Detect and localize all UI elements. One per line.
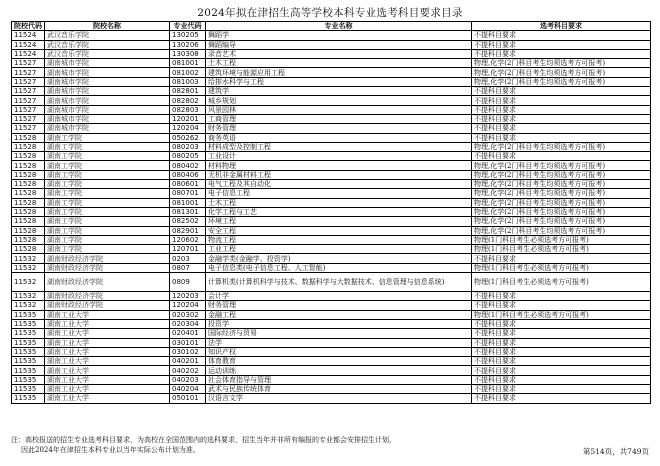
cell-major-name: 工业设计 <box>206 152 472 161</box>
cell-school-code: 11535 <box>12 375 45 384</box>
cell-major-code: 080205 <box>170 152 206 161</box>
cell-major-code: 0203 <box>170 254 206 263</box>
header-major-code: 专业代码 <box>170 22 206 31</box>
cell-school-code: 11528 <box>12 217 45 226</box>
table-row <box>12 292 651 301</box>
cell-major-code: 020302 <box>170 310 206 319</box>
table-body <box>12 31 651 403</box>
cell-requirement: 不提科目要求 <box>472 366 651 375</box>
cell-major-name: 体育教育 <box>206 357 472 366</box>
cell-major-name: 金融学类(金融学、投资学) <box>206 254 472 263</box>
cell-requirement: 物理,化学(2门科目考生均须选考方可报考) <box>472 68 651 77</box>
cell-school-code: 11535 <box>12 394 45 403</box>
cell-major-name: 风景园林 <box>206 105 472 114</box>
cell-requirement: 物理(1门科目考生必须选考方可报考) <box>472 310 651 319</box>
table-row <box>12 235 651 244</box>
cell-school-name: 湖南工学院 <box>45 133 170 142</box>
cell-school-code: 11535 <box>12 310 45 319</box>
cell-school-code: 11528 <box>12 133 45 142</box>
cell-major-name: 计算机类(计算机科学与技术、数据科学与大数据技术、信息管理与信息系统) <box>206 273 472 292</box>
cell-requirement: 不提科目要求 <box>472 96 651 105</box>
cell-school-name: 湖南财政经济学院 <box>45 254 170 263</box>
cell-major-code: 080203 <box>170 142 206 151</box>
cell-requirement: 物理(1门科目考生必须选考方可报考) <box>472 273 651 292</box>
cell-school-name: 湖南财政经济学院 <box>45 273 170 292</box>
cell-school-name: 湖南工业大学 <box>45 384 170 393</box>
cell-major-code: 040204 <box>170 384 206 393</box>
table-row <box>12 319 651 328</box>
cell-school-code: 11528 <box>12 198 45 207</box>
cell-major-code: 130308 <box>170 49 206 58</box>
cell-school-name: 湖南城市学院 <box>45 124 170 133</box>
cell-school-code: 11535 <box>12 384 45 393</box>
table-row <box>12 357 651 366</box>
cell-school-code: 11524 <box>12 31 45 40</box>
table-row <box>12 338 651 347</box>
cell-school-code: 11527 <box>12 105 45 114</box>
cell-major-code: 0809 <box>170 273 206 292</box>
cell-school-code: 11535 <box>12 338 45 347</box>
table-row <box>12 161 651 170</box>
cell-requirement: 物理,化学(2门科目考生均须选考方可报考) <box>472 198 651 207</box>
cell-school-name: 湖南工学院 <box>45 142 170 151</box>
cell-major-code: 120204 <box>170 124 206 133</box>
cell-school-name: 湖南工业大学 <box>45 366 170 375</box>
table-row <box>12 384 651 393</box>
table-row <box>12 366 651 375</box>
cell-major-name: 电子信息工程 <box>206 189 472 198</box>
cell-major-name: 电气工程及其自动化 <box>206 180 472 189</box>
table-row <box>12 133 651 142</box>
cell-major-code: 130205 <box>170 31 206 40</box>
cell-major-code: 120602 <box>170 235 206 244</box>
cell-school-name: 湖南城市学院 <box>45 114 170 123</box>
cell-requirement: 不提科目要求 <box>472 124 651 133</box>
cell-requirement: 物理(1门科目考生必须选考方可报考) <box>472 263 651 272</box>
cell-major-name: 财务管理 <box>206 124 472 133</box>
table-row <box>12 329 651 338</box>
cell-school-code: 11528 <box>12 161 45 170</box>
cell-major-code: 080701 <box>170 189 206 198</box>
cell-school-code: 11527 <box>12 87 45 96</box>
cell-major-code: 080402 <box>170 161 206 170</box>
cell-requirement: 物理,化学(2门科目考生均须选考方可报考) <box>472 77 651 86</box>
cell-requirement: 不提科目要求 <box>472 40 651 49</box>
table-header-row <box>12 22 651 31</box>
cell-school-name: 湖南工业大学 <box>45 347 170 356</box>
cell-requirement: 不提科目要求 <box>472 338 651 347</box>
cell-school-code: 11528 <box>12 226 45 235</box>
cell-major-name: 材料物理 <box>206 161 472 170</box>
cell-major-name: 录音艺术 <box>206 49 472 58</box>
cell-major-name: 运动训练 <box>206 366 472 375</box>
cell-school-name: 湖南工学院 <box>45 226 170 235</box>
cell-major-name: 给排水科学与工程 <box>206 77 472 86</box>
cell-major-name: 工业工程 <box>206 245 472 254</box>
cell-school-name: 湖南工学院 <box>45 189 170 198</box>
cell-major-name: 舞蹈编导 <box>206 40 472 49</box>
cell-school-name: 湖南工学院 <box>45 207 170 216</box>
table-row <box>12 142 651 151</box>
cell-school-code: 11535 <box>12 357 45 366</box>
table-row <box>12 170 651 179</box>
table-row <box>12 59 651 68</box>
table-row <box>12 207 651 216</box>
cell-major-name: 舞蹈学 <box>206 31 472 40</box>
cell-major-name: 环境工程 <box>206 217 472 226</box>
cell-requirement: 不提科目要求 <box>472 347 651 356</box>
cell-major-code: 130206 <box>170 40 206 49</box>
table-row <box>12 68 651 77</box>
cell-school-name: 湖南工学院 <box>45 245 170 254</box>
footnote-line-2: 因此2024年在津招生本科专业以当年实际公布计划为准。 <box>21 446 200 454</box>
cell-school-code: 11528 <box>12 180 45 189</box>
cell-major-code: 120201 <box>170 114 206 123</box>
cell-school-name: 湖南工业大学 <box>45 357 170 366</box>
cell-major-name: 汉语言文学 <box>206 394 472 403</box>
table-row <box>12 263 651 272</box>
cell-major-name: 法学 <box>206 338 472 347</box>
cell-major-code: 020401 <box>170 329 206 338</box>
table-row <box>12 152 651 161</box>
table-row <box>12 217 651 226</box>
cell-major-code: 020304 <box>170 319 206 328</box>
cell-school-name: 湖南城市学院 <box>45 68 170 77</box>
cell-requirement: 物理(1门科目考生必须选考方可报考) <box>472 235 651 244</box>
cell-school-name: 湖南工学院 <box>45 161 170 170</box>
cell-school-name: 湖南工业大学 <box>45 310 170 319</box>
table-row <box>12 77 651 86</box>
cell-major-code: 081001 <box>170 198 206 207</box>
cell-major-name: 化学工程与工艺 <box>206 207 472 216</box>
cell-major-name: 知识产权 <box>206 347 472 356</box>
header-school-code: 院校代码 <box>12 22 45 31</box>
table-row <box>12 254 651 263</box>
table-row <box>12 273 651 292</box>
cell-school-code: 11535 <box>12 366 45 375</box>
cell-school-name: 湖南工学院 <box>45 235 170 244</box>
cell-school-name: 武汉音乐学院 <box>45 31 170 40</box>
table-row <box>12 394 651 403</box>
cell-major-name: 材料成型及控制工程 <box>206 142 472 151</box>
cell-school-code: 11528 <box>12 170 45 179</box>
cell-major-name: 财务管理 <box>206 301 472 310</box>
cell-major-code: 081001 <box>170 59 206 68</box>
cell-school-code: 11535 <box>12 319 45 328</box>
cell-major-name: 会计学 <box>206 292 472 301</box>
cell-major-code: 082901 <box>170 226 206 235</box>
cell-school-code: 11527 <box>12 59 45 68</box>
cell-requirement: 不提科目要求 <box>472 292 651 301</box>
cell-school-name: 湖南财政经济学院 <box>45 292 170 301</box>
cell-requirement: 物理,化学(2门科目考生均须选考方可报考) <box>472 161 651 170</box>
cell-school-name: 湖南工学院 <box>45 217 170 226</box>
cell-requirement: 物理(1门科目考生必须选考方可报考) <box>472 245 651 254</box>
cell-requirement: 物理,化学(2门科目考生均须选考方可报考) <box>472 217 651 226</box>
cell-major-name: 土木工程 <box>206 198 472 207</box>
cell-school-name: 湖南工学院 <box>45 170 170 179</box>
page-number: 第514页，共749页 <box>582 447 649 456</box>
table-row <box>12 226 651 235</box>
cell-requirement: 物理,化学(2门科目考生均须选考方可报考) <box>472 207 651 216</box>
table-row <box>12 198 651 207</box>
cell-school-name: 湖南工业大学 <box>45 319 170 328</box>
cell-requirement: 物理,化学(2门科目考生均须选考方可报考) <box>472 226 651 235</box>
cell-major-name: 武术与民族传统体育 <box>206 384 472 393</box>
cell-major-code: 040203 <box>170 375 206 384</box>
cell-requirement: 不提科目要求 <box>472 133 651 142</box>
cell-school-code: 11532 <box>12 254 45 263</box>
cell-school-name: 湖南城市学院 <box>45 77 170 86</box>
cell-major-code: 120204 <box>170 301 206 310</box>
cell-school-name: 湖南工业大学 <box>45 375 170 384</box>
cell-school-code: 11535 <box>12 347 45 356</box>
cell-major-name: 电子信息类(电子信息工程、人工智能) <box>206 263 472 272</box>
table-row <box>12 114 651 123</box>
cell-school-code: 11528 <box>12 142 45 151</box>
cell-major-name: 社会体育指导与管理 <box>206 375 472 384</box>
cell-school-code: 11528 <box>12 207 45 216</box>
cell-school-name: 湖南工业大学 <box>45 329 170 338</box>
cell-major-code: 040202 <box>170 366 206 375</box>
cell-major-code: 030102 <box>170 347 206 356</box>
cell-requirement: 不提科目要求 <box>472 329 651 338</box>
cell-major-code: 081003 <box>170 77 206 86</box>
cell-major-name: 投资学 <box>206 319 472 328</box>
header-school-name: 院校名称 <box>45 22 170 31</box>
document-title: 2024年拟在津招生高等学校本科专业选考科目要求目录 <box>197 7 463 19</box>
cell-requirement: 物理,化学(2门科目考生均须选考方可报考) <box>472 189 651 198</box>
cell-school-name: 湖南城市学院 <box>45 59 170 68</box>
cell-school-name: 湖南城市学院 <box>45 87 170 96</box>
cell-school-name: 湖南工学院 <box>45 152 170 161</box>
cell-school-name: 湖南财政经济学院 <box>45 263 170 272</box>
cell-major-name: 工商管理 <box>206 114 472 123</box>
cell-major-code: 050101 <box>170 394 206 403</box>
cell-school-code: 11528 <box>12 189 45 198</box>
cell-requirement: 不提科目要求 <box>472 31 651 40</box>
cell-major-code: 081002 <box>170 68 206 77</box>
cell-requirement: 不提科目要求 <box>472 357 651 366</box>
cell-school-code: 11532 <box>12 292 45 301</box>
cell-major-code: 082502 <box>170 217 206 226</box>
header-major-name: 专业名称 <box>206 22 472 31</box>
cell-school-code: 11535 <box>12 329 45 338</box>
cell-requirement: 物理,化学(2门科目考生均须选考方可报考) <box>472 59 651 68</box>
cell-school-name: 湖南工业大学 <box>45 338 170 347</box>
cell-major-name: 安全工程 <box>206 226 472 235</box>
table-row <box>12 31 651 40</box>
cell-school-code: 11532 <box>12 263 45 272</box>
cell-requirement: 不提科目要求 <box>472 301 651 310</box>
cell-major-code: 080406 <box>170 170 206 179</box>
footnote-line-1: 注：高校报送的招生专业选考科目要求，为高校在全国范围内的选科要求，招生当年并非所有编报的专业都会安排招生计划， <box>11 436 396 444</box>
cell-requirement: 不提科目要求 <box>472 114 651 123</box>
table-row <box>12 87 651 96</box>
cell-major-name: 物流工程 <box>206 235 472 244</box>
cell-requirement: 不提科目要求 <box>472 87 651 96</box>
table-row <box>12 40 651 49</box>
cell-school-code: 11527 <box>12 77 45 86</box>
table-row <box>12 347 651 356</box>
cell-requirement: 不提科目要求 <box>472 254 651 263</box>
cell-school-code: 11528 <box>12 235 45 244</box>
cell-major-code: 030101 <box>170 338 206 347</box>
cell-major-code: 050262 <box>170 133 206 142</box>
table-row <box>12 96 651 105</box>
cell-major-name: 商务英语 <box>206 133 472 142</box>
cell-school-name: 湖南工业大学 <box>45 394 170 403</box>
cell-major-code: 040201 <box>170 357 206 366</box>
cell-major-code: 081301 <box>170 207 206 216</box>
cell-requirement: 不提科目要求 <box>472 105 651 114</box>
table-row <box>12 375 651 384</box>
cell-major-name: 城乡规划 <box>206 96 472 105</box>
cell-school-name: 武汉音乐学院 <box>45 40 170 49</box>
cell-major-name: 无机非金属材料工程 <box>206 170 472 179</box>
cell-major-code: 120203 <box>170 292 206 301</box>
cell-requirement: 不提科目要求 <box>472 152 651 161</box>
cell-major-name: 金融工程 <box>206 310 472 319</box>
header-requirement: 选考科目要求 <box>472 22 651 31</box>
cell-school-code: 11528 <box>12 152 45 161</box>
cell-requirement: 物理,化学(2门科目考生均须选考方可报考) <box>472 180 651 189</box>
table-row <box>12 105 651 114</box>
cell-requirement: 不提科目要求 <box>472 319 651 328</box>
cell-major-code: 082802 <box>170 96 206 105</box>
cell-requirement: 不提科目要求 <box>472 49 651 58</box>
cell-requirement: 不提科目要求 <box>472 384 651 393</box>
cell-school-name: 湖南城市学院 <box>45 105 170 114</box>
cell-major-name: 国际经济与贸易 <box>206 329 472 338</box>
table-row <box>12 301 651 310</box>
table-row <box>12 245 651 254</box>
cell-requirement: 不提科目要求 <box>472 394 651 403</box>
cell-school-name: 湖南工学院 <box>45 198 170 207</box>
table-row <box>12 189 651 198</box>
table-row <box>12 180 651 189</box>
cell-school-code: 11527 <box>12 124 45 133</box>
table-row <box>12 49 651 58</box>
cell-requirement: 物理,化学(2门科目考生均须选考方可报考) <box>472 170 651 179</box>
cell-school-name: 湖南工学院 <box>45 180 170 189</box>
cell-major-code: 080601 <box>170 180 206 189</box>
cell-school-code: 11524 <box>12 40 45 49</box>
cell-school-code: 11528 <box>12 245 45 254</box>
cell-school-code: 11527 <box>12 68 45 77</box>
cell-requirement: 物理,化学(2门科目考生均须选考方可报考) <box>472 142 651 151</box>
cell-major-code: 082803 <box>170 105 206 114</box>
cell-major-name: 建筑学 <box>206 87 472 96</box>
cell-major-code: 082801 <box>170 87 206 96</box>
cell-school-code: 11524 <box>12 49 45 58</box>
subject-requirements-table <box>11 21 651 404</box>
cell-school-code: 11527 <box>12 114 45 123</box>
table-row <box>12 124 651 133</box>
cell-school-name: 湖南财政经济学院 <box>45 301 170 310</box>
table-row <box>12 310 651 319</box>
cell-major-code: 0807 <box>170 263 206 272</box>
cell-major-code: 120701 <box>170 245 206 254</box>
cell-school-name: 武汉音乐学院 <box>45 49 170 58</box>
cell-school-name: 湖南城市学院 <box>45 96 170 105</box>
cell-major-name: 土木工程 <box>206 59 472 68</box>
cell-school-code: 11532 <box>12 273 45 292</box>
cell-school-code: 11527 <box>12 96 45 105</box>
cell-school-code: 11532 <box>12 301 45 310</box>
cell-major-name: 建筑环境与能源应用工程 <box>206 68 472 77</box>
cell-requirement: 不提科目要求 <box>472 375 651 384</box>
